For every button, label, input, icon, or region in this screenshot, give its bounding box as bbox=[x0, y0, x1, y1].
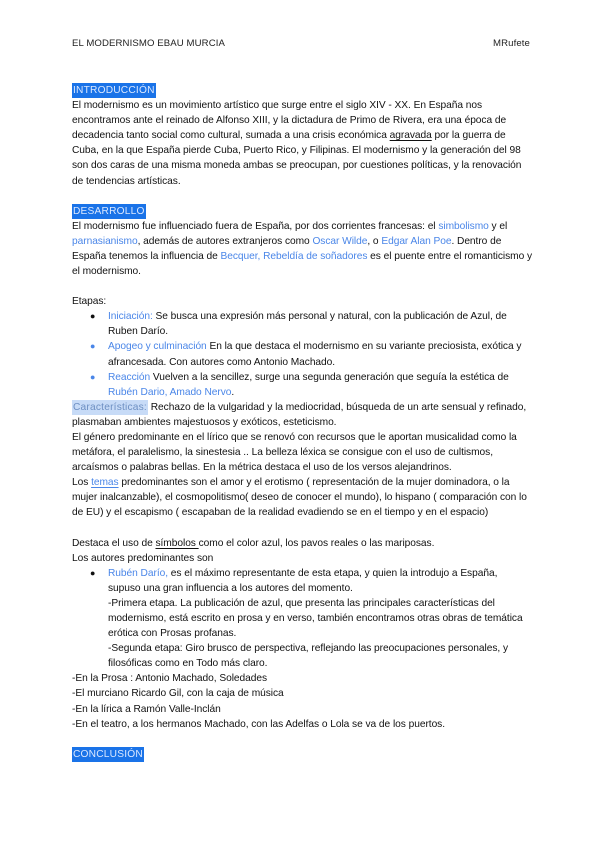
etapa-end: . bbox=[231, 386, 235, 398]
list-item bbox=[90, 566, 532, 596]
dario-etapa-2 bbox=[108, 641, 532, 671]
autores-intro: Los autores predominantes son bbox=[72, 552, 214, 564]
influencias-text-6: es el puente entre el romanticismo y el modernismo. bbox=[72, 250, 533, 278]
desarrollo-heading: DESARROLLO bbox=[72, 204, 146, 219]
etapa-text: Se busca una expresión más personal y natural, con la publicación de Azul, de Ruben Darío. bbox=[108, 311, 507, 338]
bullet-icon: ● bbox=[90, 341, 96, 352]
etapa-text: En la que destaca el modernismo en su variante preciosista, exótica y afrancesada. Con autores como Antonio Machado. bbox=[108, 341, 522, 368]
temas-paragraph bbox=[72, 475, 532, 520]
caracteristicas-paragraph bbox=[72, 400, 532, 430]
document-body bbox=[72, 83, 532, 762]
intro-heading: INTRODUCCIÓN bbox=[72, 83, 156, 98]
temas-link: temas bbox=[91, 477, 119, 489]
document-title: EL MODERNISMO EBAU MURCIA bbox=[72, 38, 225, 49]
list-item bbox=[90, 370, 532, 400]
edgar-alan-poe-link: Edgar Alan Poe bbox=[381, 235, 452, 247]
otros-autores-3: -En la lírica a Ramón Valle-Inclán bbox=[72, 703, 221, 715]
conclusion-heading: CONCLUSIÓN bbox=[72, 747, 144, 762]
dario-etapa-1 bbox=[108, 596, 532, 641]
dario-text: es el máximo representante de esta etapa, y quien la introdujo a España, supuso una gran influencia a los autores del momento. bbox=[108, 567, 498, 594]
simbolos-text-b: como el color azul, los pavos reales o las mariposas. bbox=[198, 537, 435, 549]
desarrollo-heading-line bbox=[72, 204, 532, 219]
conclusion-heading-line bbox=[72, 747, 532, 762]
temas-text-a: Los bbox=[72, 477, 92, 489]
page-header bbox=[72, 38, 530, 49]
influencias-text-5: . Dentro de España tenemos la influencia de bbox=[72, 235, 502, 262]
simbolos-text-a: Destaca el uso de bbox=[72, 537, 156, 549]
influencias-text-1: El modernismo fue influenciado fuera de España, por dos corrientes francesas: el bbox=[72, 220, 439, 232]
etapa-name: Iniciación: bbox=[108, 311, 153, 323]
etapa-name: Apogeo y culminación bbox=[108, 341, 207, 353]
etapas-label: Etapas: bbox=[72, 296, 107, 308]
intro-text-b: por la guerra de Cuba, en la que España pierde Cuba, Puerto Rico, y Filipinas. El modernismo y la generación del 98 son dos caras de una misma moneda ambas se preocupan, por cuestiones políticas, y la renovación de tendencias artísticas. bbox=[72, 130, 522, 187]
simbolos-word: símbolos bbox=[155, 537, 199, 549]
becquer-link: Becquer, Rebeldía de soñadores bbox=[220, 250, 368, 262]
otros-autores-2: -El murciano Ricardo Gil, con la caja de música bbox=[72, 688, 284, 700]
influencias-text-3: , además de autores extranjeros como bbox=[137, 235, 313, 247]
influencias-text-4: , o bbox=[367, 235, 382, 247]
reaccion-authors-link: Rubén Dario, Amado Nervo bbox=[108, 386, 232, 398]
influencias-text-2: y el bbox=[488, 220, 508, 232]
oscar-wilde-link: Oscar Wilde bbox=[312, 235, 368, 247]
bullet-icon: ● bbox=[90, 567, 96, 578]
intro-heading-line bbox=[72, 83, 532, 98]
ruben-dario-link: Rubén Darío, bbox=[108, 567, 168, 579]
otros-autores-4: -En el teatro, a los hermanos Machado, con las Adelfas o Lola se va de los puertos. bbox=[72, 718, 446, 730]
caracteristicas-text: Rechazo de la vulgaridad y la mediocridad, búsqueda de un arte sensual y refinado, plasmaban ambientes majestuosos y exóticos, esteticismo. bbox=[72, 401, 527, 428]
bullet-icon: ● bbox=[90, 371, 96, 382]
intro-underlined-word: agravada bbox=[389, 130, 432, 142]
genero-paragraph: El género predominante en el lírico que se renovó con recursos que le aportan musicalidad como la metáfora, el paralelismo, la sinestesia .. La belleza léxica se consigue con el uso de cultismos, arcaísmos o palabras bellas. En la métrica destaca el uso de los versos alejandrinos. bbox=[72, 431, 517, 474]
simbolismo-link: simbolismo bbox=[438, 220, 489, 232]
influencias-paragraph bbox=[72, 219, 532, 279]
caracteristicas-label: Características: bbox=[72, 400, 148, 415]
bullet-icon: ● bbox=[90, 311, 96, 322]
dario-etapa-2-text: -Segunda etapa: Giro brusco de perspectiva, reflejando las preocupaciones personales, y filosóficas como en Todo más claro. bbox=[108, 643, 509, 670]
list-item bbox=[90, 339, 532, 369]
list-item bbox=[90, 309, 532, 339]
etapa-text: Vuelven a la sencillez, surge una segunda generación que seguía la estética de bbox=[150, 371, 509, 383]
etapas-list bbox=[72, 309, 532, 400]
document-author: MRufete bbox=[493, 38, 530, 49]
otros-autores-1: -En la Prosa : Antonio Machado, Soledades bbox=[72, 673, 268, 685]
temas-text-b: predominantes son el amor y el erotismo ( representación de la mujer dominadora, o la mujer inalcanzable), el cosmopolitismo( deseo de conocer el mundo), lo hispano ( comparación con lo de EU) y el escapismo ( escapaban de la realidad evadiendo se en el tiempo y en el espacio) bbox=[72, 477, 527, 519]
parnasianismo-link: parnasianismo bbox=[72, 235, 138, 247]
autores-list bbox=[72, 566, 532, 672]
dario-etapa-1-text: -Primera etapa. La publicación de azul, que presenta las principales características del modernismo, está escrito en prosa y en verso, también encontramos otras obras de temática erótica con Prosas profanas. bbox=[108, 597, 523, 640]
simbolos-paragraph bbox=[72, 536, 532, 551]
intro-paragraph bbox=[72, 98, 532, 189]
etapa-name: Reacción bbox=[108, 371, 151, 383]
intro-text-a: El modernismo es un movimiento artístico que surge entre el siglo XIV - XX. En España nos encontramos ante el reinado de Alfonso XIII, y la dictadura de Primo de Rivera, era una época de decadencia tanto social como cultural, sumada a una crisis económica bbox=[72, 100, 507, 142]
